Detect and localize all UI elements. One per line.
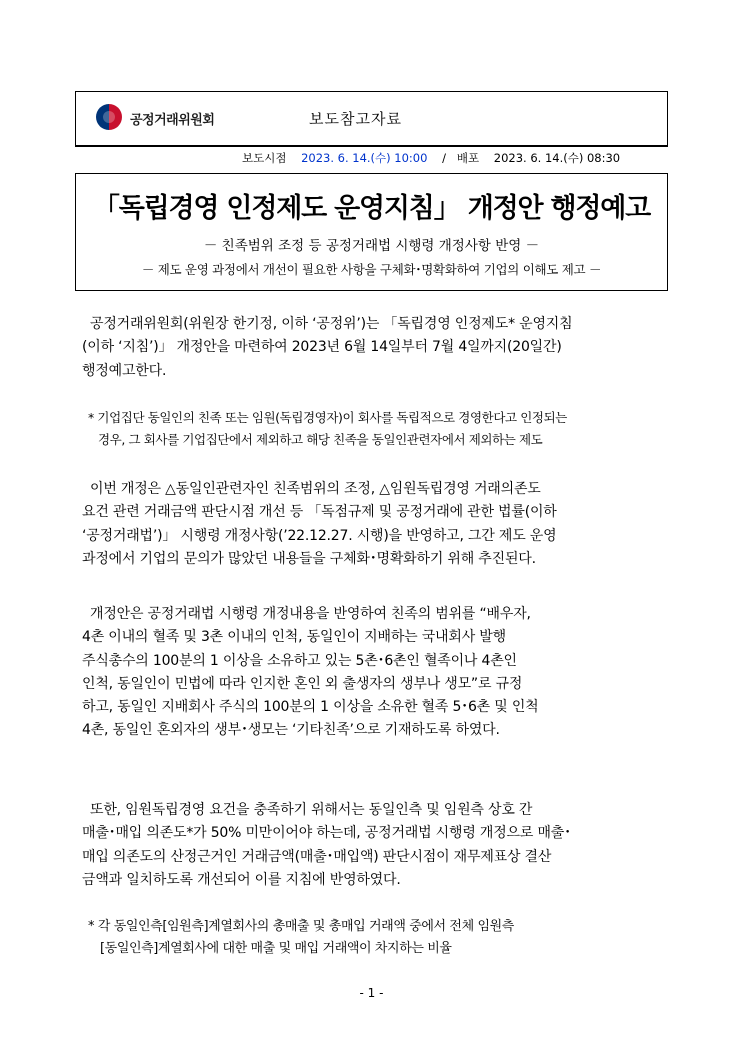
paragraph-2: [82, 478, 672, 571]
distribution-label: 배포: [456, 151, 480, 165]
government-logo-icon: [96, 104, 122, 130]
paragraph-line: 매입 의존도의 산정근거인 거래금액(매출･매입액) 판단시점이 재무제표상 결산: [82, 848, 552, 865]
footnote-2: [88, 916, 673, 960]
doc-type: 보도참고자료: [309, 110, 402, 128]
release-date: 2023. 6. 14.(수) 10:00: [301, 151, 428, 165]
paragraph-line: 주식총수의 100분의 1 이상을 소유하고 있는 5촌･6촌인 혈족이나 4촌인: [82, 652, 517, 669]
paragraph-line: ‘공정거래법’)」 시행령 개정사항(’22.12.27. 시행)을 반영하고, 그간 제도 운영: [82, 527, 557, 544]
paragraph-line: 공정거래위원회(위원장 한기정, 이하 ‘공정위’)는 「독립경영 인정제도* 운영지침: [90, 316, 573, 332]
paragraph-line: 매출･매입 의존도*가 50% 미만이어야 하는데, 공정거래법 시행령 개정으로 매출･: [82, 825, 571, 842]
subtitle-1: － 친족범위 조정 등 공정거래법 시행령 개정사항 반영 －: [203, 238, 540, 254]
distribution-date: 2023. 6. 14.(수) 08:30: [493, 151, 621, 165]
footnote-line: [동일인측]계열회사에 대한 매출 및 매입 거래액이 차지하는 비율: [100, 941, 452, 956]
paragraph-line: 4촌 이내의 혈족 및 3촌 이내의 인척, 동일인이 지배하는 국내회사 발행: [82, 629, 506, 646]
paragraph-line: 인척, 동일인이 민법에 따라 인지한 혼인 외 출생자의 생부나 생모”로 규정: [82, 675, 523, 692]
paragraph-1: [82, 313, 672, 383]
paragraph-line: 과정에서 기업의 문의가 많았던 내용들을 구체화･명확화하기 위해 추진된다.: [82, 550, 536, 567]
subtitle-2: － 제도 운영 과정에서 개선이 필요한 사항을 구체화･명확화하여 기업의 이해도 제고 －: [141, 262, 602, 277]
org-name: 공정거래위원회: [130, 113, 215, 128]
paragraph-line: 금액과 일치하도록 개선되어 이를 지침에 반영하였다.: [82, 871, 401, 888]
paragraph-line: 또한, 임원독립경영 요건을 충족하기 위해서는 동일인측 및 임원측 상호 간: [90, 802, 533, 818]
paragraph-line: (이하 ‘지침’)」 개정안을 마련하여 2023년 6월 14일부터 7월 4일까지(20일간): [82, 339, 562, 356]
paragraph-line: 행정예고한다.: [82, 362, 167, 379]
footnote-line: * 기업집단 동일인의 친족 또는 임원(독립경영자)이 회사를 독립적으로 경영한다고 인정되는: [88, 410, 567, 425]
paragraph-line: 하고, 동일인 지배회사 주식의 100분의 1 이상을 소유한 혈족 5･6촌 및 인척: [82, 699, 539, 716]
paragraph-4: [82, 799, 672, 892]
header-box: [75, 91, 668, 147]
paragraph-line: 이번 개정은 △동일인관련자인 친족범위의 조정, △임원독립경영 거래의존도: [90, 481, 541, 497]
dateline-separator: /: [442, 151, 446, 165]
title-box: [75, 173, 668, 291]
paragraph-3: [82, 603, 672, 743]
paragraph-line: 개정안은 공정거래법 시행령 개정내용을 반영하여 친족의 범위를 “배우자,: [90, 606, 531, 622]
footnote-1: [88, 407, 673, 451]
page-number: - 1 -: [359, 986, 384, 1000]
page-title: 「독립경영 인정제도 운영지침」 개정안 행정예고: [92, 193, 651, 224]
footnote-line: 경우, 그 회사를 기업집단에서 제외하고 해당 친족을 동일인관련자에서 제외하는 제도: [98, 432, 543, 447]
footnote-line: * 각 동일인측[임원측]계열회사의 총매출 및 총매입 거래액 중에서 전체 임원측: [88, 919, 514, 934]
paragraph-line: 요건 관련 거래금액 판단시점 개선 등 「독점규제 및 공정거래에 관한 법률(이하: [82, 504, 557, 521]
release-label: 보도시점: [242, 151, 287, 165]
paragraph-line: 4촌, 동일인 혼외자의 생부･생모는 ‘기타친족’으로 기재하도록 하였다.: [82, 722, 500, 739]
dateline: [242, 150, 620, 166]
